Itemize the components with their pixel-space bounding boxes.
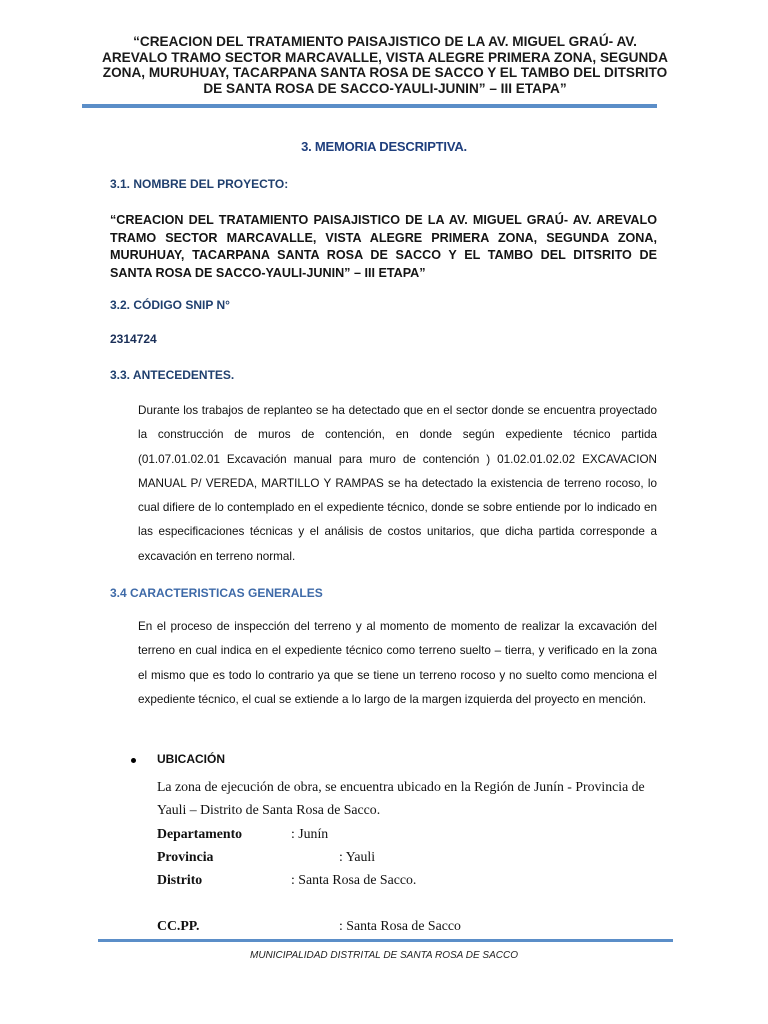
location-value: : Santa Rosa de Sacco	[339, 918, 461, 933]
project-name-heading: 3.1. NOMBRE DEL PROYECTO:	[110, 177, 289, 191]
location-label: Provincia	[157, 849, 214, 864]
antecedentes-heading: 3.3. ANTECEDENTES.	[110, 368, 235, 382]
location-label: CC.PP.	[157, 918, 200, 933]
footer-rule	[98, 939, 673, 942]
caracteristicas-text: En el proceso de inspección del terreno y al momento de momento de realizar la excavación del terreno en cual indica en el expediente técnico como terreno suelto – tierra, y verificado en la zona el mismo que es todo lo contrario ya que se tiene un terreno rocoso y no suelto como menciona el expediente técnico, el cual se extiende a lo largo de la margen izquierda del proyecto en mención.	[138, 620, 657, 706]
ubicacion-text: La zona de ejecución de obra, se encuentra ubicado en la Región de Junín - Provincia de Yauli – Distrito de Santa Rosa de Sacco.	[157, 779, 645, 817]
bullet-icon	[131, 758, 136, 763]
location-value: : Junín	[291, 826, 329, 841]
project-name-text: “CREACION DEL TRATAMIENTO PAISAJISTICO DE LA AV. MIGUEL GRAÚ- AV. AREVALO TRAMO SECTOR MARCAVALLE, VISTA ALEGRE PRIMERA ZONA, SEGUNDA ZONA, MURUHUAY, TACARPANA SANTA ROSA DE SACCO Y EL TAMBO DEL DITSRITO DE SANTA ROSA DE SACCO-YAULI-JUNIN” – III ETAPA”	[110, 213, 657, 280]
ubicacion-label: UBICACIÓN	[157, 752, 225, 766]
antecedentes-text: Durante los trabajos de replanteo se ha detectado que en el sector donde se encuentra proyectado la construcción de muros de contención, en donde según expediente técnico partida (01.07.01.02.01 Excavación manual para muro de contención ) 01.02.01.02.02 EXCAVACION MANUAL P/ VEREDA, MARTILLO Y RAMPAS se ha detectado la existencia de terreno rocoso, lo cual difiere de lo contemplado en el expediente técnico, donde se sobre entiende por lo indicado en las especificaciones técnicas y el análisis de costos unitarios, que dicha partida corresponde a excavación en terreno normal.	[138, 404, 657, 563]
snip-code: 2314724	[110, 332, 157, 346]
location-label: Departamento	[157, 826, 243, 841]
header-title: “CREACION DEL TRATAMIENTO PAISAJISTICO DE LA AV. MIGUEL GRAÚ- AV. AREVALO TRAMO SECTOR MARCAVALLE, VISTA ALEGRE PRIMERA ZONA, SEGUNDA ZONA, MURUHUAY, TACARPANA SANTA ROSA DE SACCO Y EL TAMBO DEL DITSRITO DE SANTA ROSA DE SACCO-YAULI-JUNIN” – III ETAPA”	[102, 34, 668, 96]
section-heading: 3. MEMORIA DESCRIPTIVA.	[301, 139, 467, 154]
snip-heading: 3.2. CÓDIGO SNIP N°	[110, 298, 230, 312]
location-label: Distrito	[157, 872, 203, 887]
caracteristicas-heading: 3.4 CARACTERISTICAS GENERALES	[110, 586, 323, 600]
header-rule	[82, 104, 657, 108]
location-value: : Santa Rosa de Sacco.	[291, 872, 417, 887]
location-value: : Yauli	[339, 849, 376, 864]
footer-text: MUNICIPALIDAD DISTRITAL DE SANTA ROSA DE SACCO	[249, 950, 518, 961]
